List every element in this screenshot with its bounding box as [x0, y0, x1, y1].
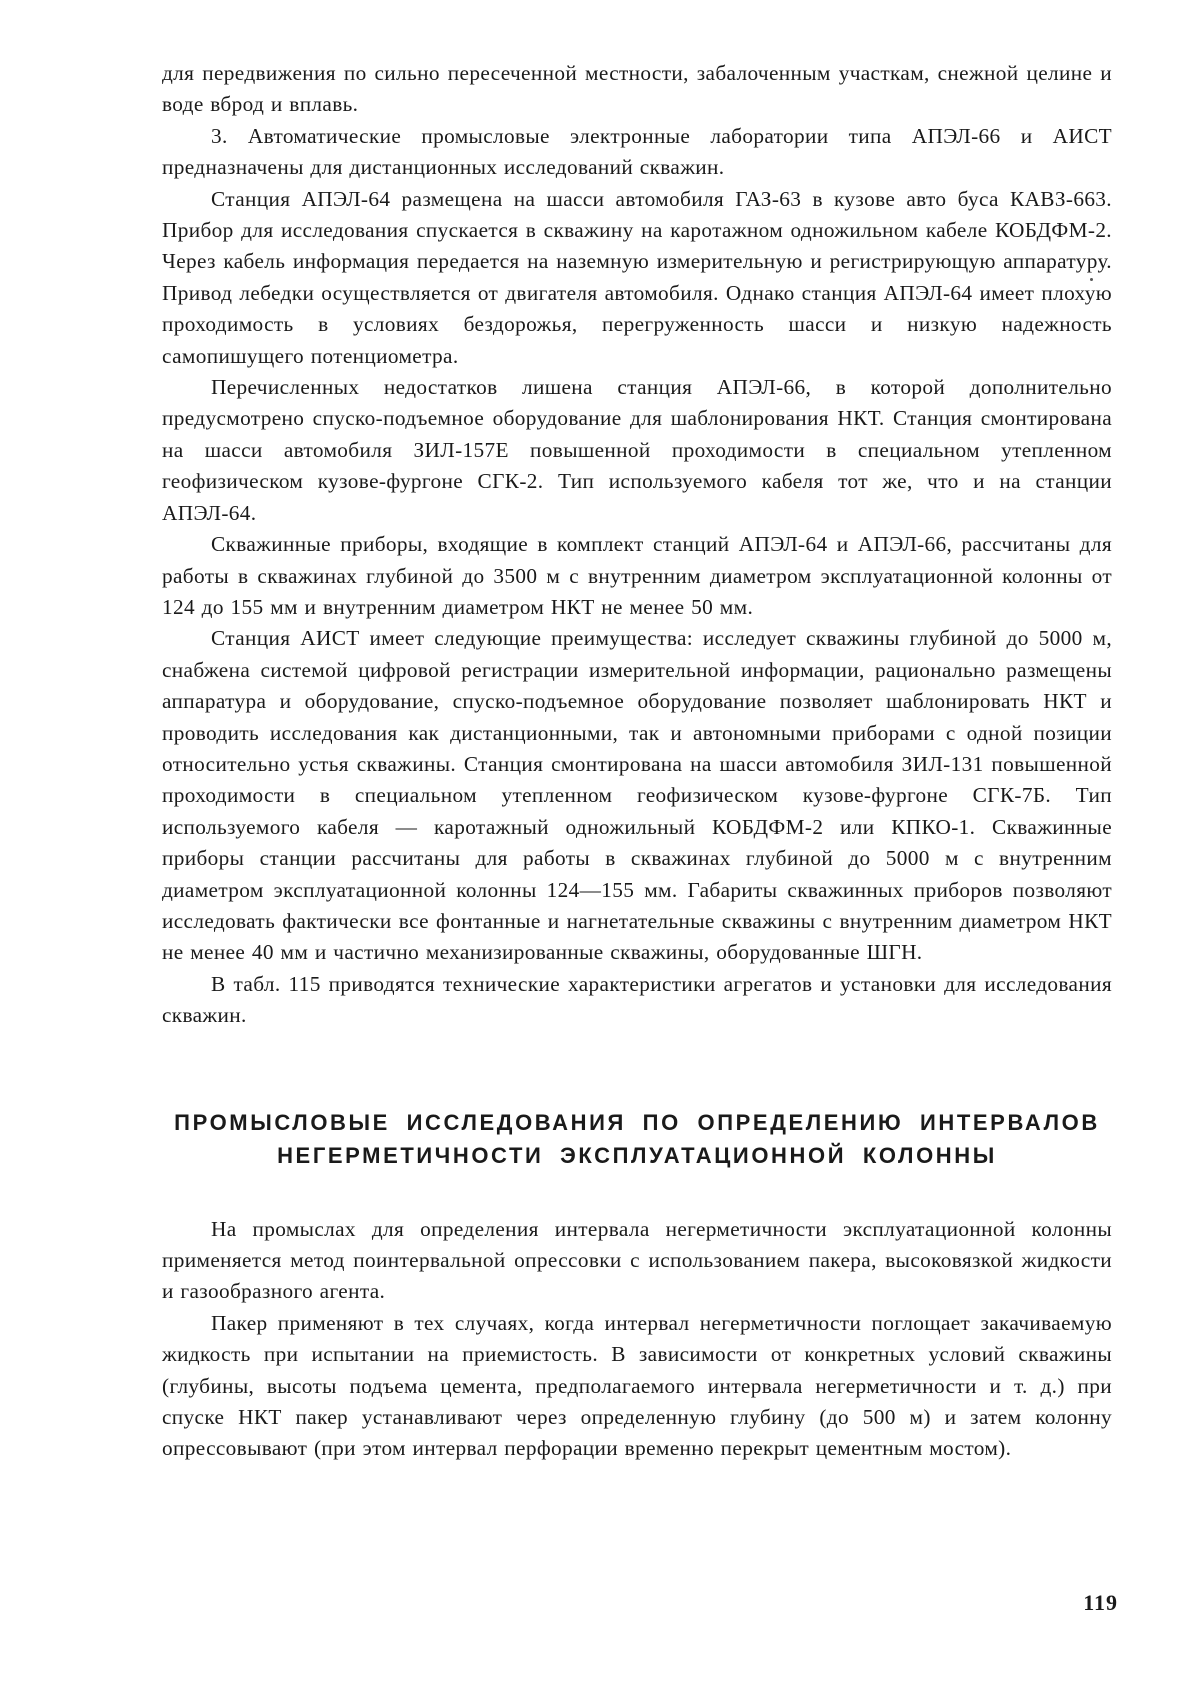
scan-speck	[1090, 278, 1093, 281]
section-title-line-1: ПРОМЫСЛОВЫЕ ИССЛЕДОВАНИЯ ПО ОПРЕДЕЛЕНИЮ ИНТЕРВАЛОВ	[174, 1109, 1100, 1135]
paragraph-apel-64: Станция АПЭЛ-64 размещена на шасси автомобиля ГАЗ-63 в кузове авто буса КАВЗ-663. Прибор для исследования спускается в скважину на каротажном одножильном кабеле КОБДФМ-2. Через кабель информация передается на наземную измерительную и регистрирующую аппаратуру. Привод лебедки осуществляется от двигателя автомобиля. Однако станция АПЭЛ-64 имеет плохую проходимость в условиях бездорожья, перегруженность шасси и низкую надежность самопишущего потенциометра.	[162, 186, 1112, 368]
paragraph-apel-66: Перечисленных недостатков лишена станция АПЭЛ-66, в которой дополнительно предусмотрено спуско-подъемное оборудование для шаблонирования НКТ. Станция смонтирована на шасси автомобиля ЗИЛ-157Е повышенной проходимости в специальном утепленном геофизическом кузове-фургоне СГК-2. Тип используемого кабеля тот же, что и на станции АПЭЛ-64.	[162, 375, 1112, 525]
paragraph-packer: Пакер применяют в тех случаях, когда интервал негерметичности поглощает закачиваемую жидкость при испытании на приемистость. В зависимости от конкретных условий скважины (глубины, высоты подъема цемента, предполагаемого интервала негерметичности и т. д.) при спуске НКТ пакер устанавливают через определенную глубину (до 500 м) и затем колонну опрессовывают (при этом интервал перфорации временно перекрыт цементным мостом).	[162, 1310, 1112, 1461]
section-title-line-2: НЕГЕРМЕТИЧНОСТИ ЭКСПЛУАТАЦИОННОЙ КОЛОННЫ	[277, 1142, 997, 1168]
page-number: 119	[1083, 1590, 1118, 1615]
paragraph-labs-intro: 3. Автоматические промысловые электронные лаборатории типа АПЭЛ-66 и АИСТ предназначены для дистанционных исследований скважин.	[162, 123, 1112, 180]
section-title	[162, 1106, 1112, 1172]
paragraph-aist: Станция АИСТ имеет следующие преимущества: исследует скважины глубиной до 5000 м, снабжена системой цифровой регистрации измерительной информации, рационально размещены аппаратура и оборудование, спуско-подъемное оборудование позволяет шаблонировать НКТ и проводить исследования как дистанционными, так и автономными приборами с одной позиции относительно устья скважины. Станция смонтирована на шасси автомобиля ЗИЛ-131 повышенной проходимости в специальном утепленном геофизическом кузове-фургоне СГК-7Б. Тип используемого кабеля — каротажный одножильный КОБДФМ-2 или КПКО-1. Скважинные приборы станции рассчитаны для работы в скважинах глубиной до 5000 м с внутренним диаметром эксплуатационной колонны 124—155 мм. Габариты скважинных приборов позволяют исследовать фактически все фонтанные и нагнетательные скважины с внутренним диаметром НКТ не менее 40 мм и частично механизированные скважины, оборудованные ШГН.	[162, 626, 1112, 965]
paragraph-table-ref: В табл. 115 приводятся технические характеристики агрегатов и установки для исследования скважин.	[162, 971, 1112, 1028]
page-body	[162, 58, 1112, 1465]
paragraph-continuation: для передвижения по сильно пересеченной местности, забалоченным участкам, снежной целине и воде вброд и вплавь.	[162, 61, 1112, 117]
paragraph-downhole-tools: Скважинные приборы, входящие в комплект станций АПЭЛ-64 и АПЭЛ-66, рассчитаны для работы в скважинах глубиной до 3500 м с внутренним диаметром эксплуатационной колонны от 124 до 155 мм и внутренним диаметром НКТ не менее 50 мм.	[162, 532, 1112, 619]
paragraph-method: На промыслах для определения интервала негерметичности эксплуатационной колонны применяется метод поинтервальной опрессовки с использованием пакера, высоковязкой жидкости и газообразного агента.	[162, 1216, 1112, 1304]
